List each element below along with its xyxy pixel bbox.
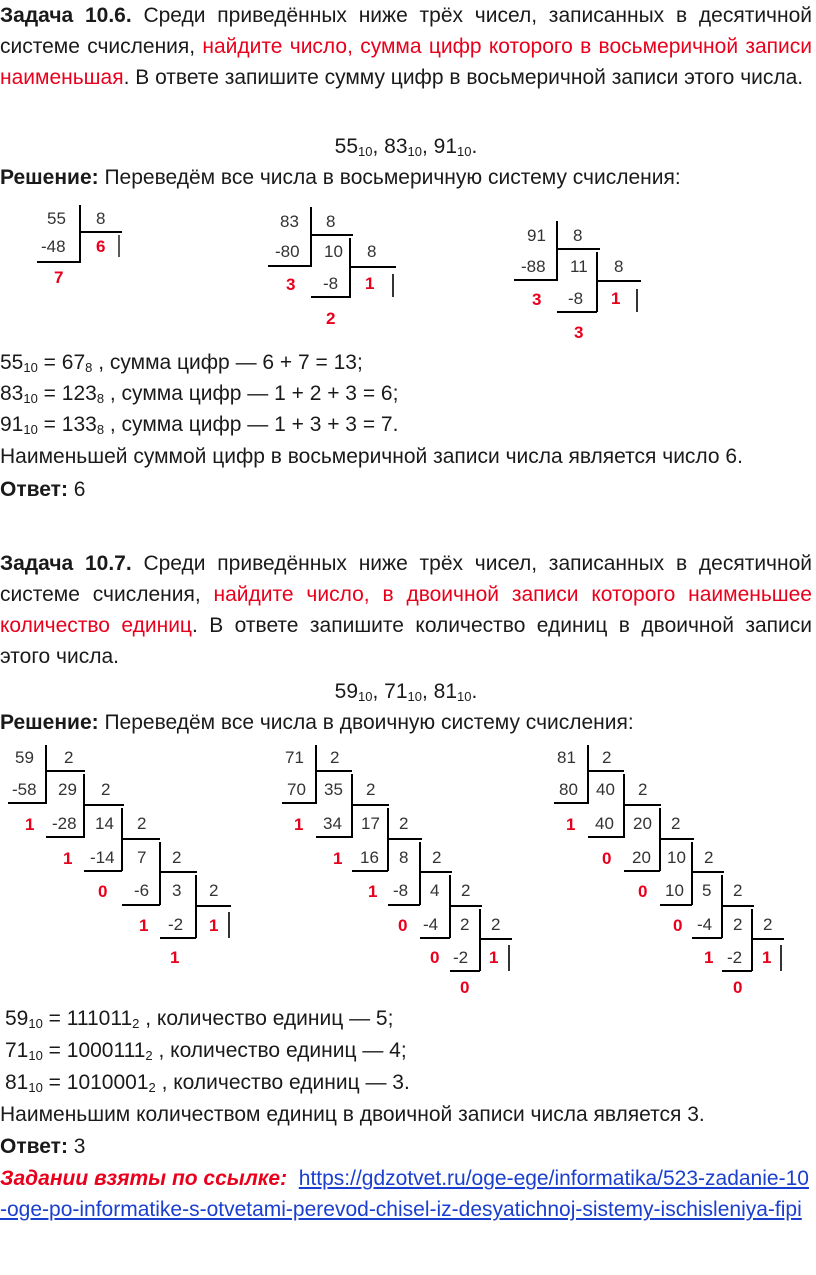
svg-text:2: 2 [366,780,376,799]
task2-highlight: найдите число, в двоичной записи которого наименьшее количество единиц [0,583,812,637]
task1-label: Задача 10.6. [0,4,132,27]
subtrahend-number: -48 [41,237,66,256]
task1-statement [0,0,812,93]
division-55 [37,205,122,287]
svg-text:1: 1 [170,948,180,967]
svg-text:2: 2 [209,881,219,900]
task1-result-2: $83_{10} = 123_8$ , сумма цифр — 1 + 2 + 3 = 6; [0,382,399,406]
svg-text:2: 2 [172,848,182,867]
svg-text:0: 0 [430,948,440,967]
svg-text:83: 83 [280,212,299,231]
task2-label: Задача 10.7. [0,552,132,575]
svg-text:8: 8 [367,242,377,261]
svg-text:-80: -80 [275,242,300,261]
source-reference [0,1163,812,1225]
task2-statement: Задача 10.7. Среди приведённых ниже трёх чисел, записанных в десятичной системе счисления, найдите число, в двоичной записи которого наименьшее количество единиц. В ответе запишите количество единиц в двоичной записи этого числа. [0,552,813,668]
task1-result-3: $91_{10} = 133_8$ , сумма цифр — 1 + 3 + 3 = 7. [0,413,399,437]
svg-text:40: 40 [596,780,615,799]
task2-binary-divisions [0,740,816,1000]
svg-text:0: 0 [602,849,612,868]
svg-text:10: 10 [324,242,343,261]
svg-text:0: 0 [733,978,743,997]
svg-text:11: 11 [570,257,588,276]
svg-text:29: 29 [58,780,77,799]
svg-text:1: 1 [611,289,621,308]
svg-text:70: 70 [287,780,306,799]
quotient-digit: 6 [96,237,106,256]
svg-text:8: 8 [399,848,409,867]
svg-text:2: 2 [64,748,74,767]
task2-answer: Ответ: 3 [0,1135,86,1158]
svg-text:8: 8 [326,212,336,231]
svg-text:59: 59 [15,748,34,767]
svg-text:2: 2 [763,915,773,934]
svg-text:0: 0 [460,978,470,997]
divisor-number: 8 [96,209,106,228]
svg-text:17: 17 [361,814,380,833]
task1-answer [0,474,812,505]
svg-text:20: 20 [633,814,652,833]
svg-text:40: 40 [595,814,614,833]
task2-solution-heading: Решение: Переведём все числа в двоичную систему счисления: [0,711,634,734]
svg-text:1: 1 [368,882,378,901]
svg-text:2: 2 [432,848,442,867]
division-81 [554,745,784,997]
svg-text:1: 1 [209,916,219,935]
svg-text:0: 0 [398,916,408,935]
svg-text:4: 4 [430,881,440,900]
task2-numbers: $59_{10}$, $71_{10}$, $81_{10}$. [334,680,478,704]
svg-text:-6: -6 [134,881,150,900]
svg-text:1: 1 [63,849,73,868]
svg-text:10: 10 [665,881,684,900]
svg-text:3: 3 [532,290,542,309]
svg-text:1: 1 [704,948,714,967]
svg-text:5: 5 [702,881,712,900]
svg-text:16: 16 [360,848,379,867]
svg-text:2: 2 [733,915,743,934]
svg-text:-58: -58 [12,780,37,799]
task2-conclusion: Наименьшим количеством единиц в двоичной записи числа является 3. [0,1103,705,1126]
svg-text:1: 1 [25,815,35,834]
svg-text:-2: -2 [168,915,184,934]
remainder-digit: 7 [54,268,64,287]
svg-text:2: 2 [460,915,470,934]
svg-text:34: 34 [323,814,342,833]
task1-numbers: $55_{10}$, $83_{10}$, $91_{10}$. [334,135,478,159]
svg-text:-2: -2 [727,948,743,967]
svg-text:2: 2 [602,748,612,767]
svg-text:2: 2 [638,780,648,799]
quotient-digit: 2 [326,309,336,328]
svg-text:-28: -28 [52,814,77,833]
svg-text:2: 2 [137,814,147,833]
task1-highlight: найдите число, сумма цифр которого в восьмеричной записи наименьшая [0,35,812,89]
source-link[interactable]: https://gdzotvet.ru/oge-ege/informatika/523-zadanie-10-oge-po-informatike-s-otvetami-perevod-chisel-iz-desyatichnoj-sistemy-ischisleniya-fipi [0,1167,809,1221]
task1-solution-heading: Решение: Переведём все числа в восьмеричную систему счисления: [0,166,681,189]
svg-text:2: 2 [461,881,471,900]
remainder-digit: 3 [286,275,296,294]
division-91 [514,221,641,342]
task1-conclusion: Наименьшей суммой цифр в восьмеричной записи числа является число 6. [0,445,743,468]
task1-octal-divisions [0,195,816,350]
svg-text:35: 35 [324,780,343,799]
svg-text:1: 1 [566,815,576,834]
svg-text:10: 10 [667,848,686,867]
svg-text:-8: -8 [568,289,584,308]
svg-text:2: 2 [671,814,681,833]
svg-text:2: 2 [491,915,501,934]
division-71 [282,745,512,997]
division-83 [268,207,396,328]
svg-text:-8: -8 [323,274,339,293]
svg-text:-2: -2 [453,948,469,967]
task2-result-3: $81_{10} = 1010001_2$ , количество единиц — 3. [5,1071,410,1095]
remainder-digit: 1 [365,274,375,293]
dividend-number: 55 [47,209,66,228]
svg-text:91: 91 [527,226,546,245]
source-label: Задании взяты по ссылке: [0,1167,288,1190]
svg-text:-88: -88 [521,257,546,276]
svg-text:1: 1 [333,849,343,868]
svg-text:2: 2 [399,814,409,833]
answer-value: 6 [67,478,86,501]
svg-text:1: 1 [139,916,149,935]
svg-text:71: 71 [285,748,304,767]
svg-text:1: 1 [489,948,499,967]
svg-text:20: 20 [632,848,651,867]
svg-text:3: 3 [172,881,182,900]
svg-text:8: 8 [573,226,583,245]
svg-text:0: 0 [638,882,648,901]
svg-text:7: 7 [137,848,147,867]
svg-text:2: 2 [330,748,340,767]
task1-text-a: Среди приведённых ниже трёх чисел, записанных в десятичной системе счисления, [0,4,812,58]
svg-text:3: 3 [574,323,584,342]
svg-text:1: 1 [294,815,304,834]
task2-result-1: $59_{10} = 111011_2$ , количество единиц — 5; [5,1007,394,1031]
svg-text:81: 81 [557,748,576,767]
division-59 [8,745,231,967]
svg-text:8: 8 [614,257,624,276]
svg-text:-14: -14 [90,848,115,867]
solution-label: Решение: [0,166,99,189]
svg-text:2: 2 [704,848,714,867]
svg-text:80: 80 [559,780,578,799]
svg-text:2: 2 [101,780,111,799]
task2-result-2: $71_{10} = 1000111_2$ , количество единиц — 4; [5,1039,407,1063]
svg-text:-4: -4 [423,915,439,934]
answer-label: Ответ: [0,478,68,501]
svg-text:1: 1 [762,948,772,967]
svg-text:14: 14 [95,814,114,833]
svg-text:-4: -4 [697,915,713,934]
svg-text:0: 0 [98,882,108,901]
task1-text-b: . В ответе запишите сумму цифр в восьмеричной записи этого числа. [123,66,804,89]
svg-text:0: 0 [673,916,683,935]
task1-result-1: $55_{10} = 67_8$ , сумма цифр — 6 + 7 = 13; [0,351,363,375]
svg-text:-8: -8 [393,881,409,900]
svg-text:2: 2 [733,881,743,900]
